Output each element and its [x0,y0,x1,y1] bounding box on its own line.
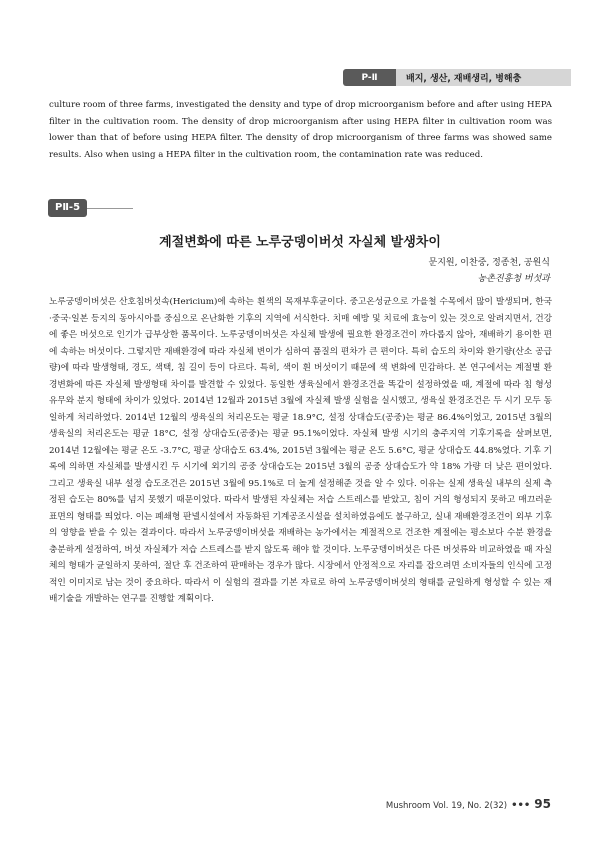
article-body: 노루궁뎅이버섯은 산호침버섯속(Hericium)에 속하는 흰색의 목재부후균이다. 중고온성균으로 가을철 수목에서 많이 발생되며, 한국·중국·일본 등지의 동아시아를 중심으로 온난화한 기후의 지역에 서식한다. 치매 예방 및 치료에 효능이 있는 것으로 알려지면서, 건강에 좋은 버섯으로 인기가 급부상한 품목이다. 노루궁뎅이버섯은 자실체 발생에 필요한 환경조건이 까다롭지 않아, 재배하기 용이한 편에 속하는 버섯이다. 그렇지만 재배환경에 따라 자실체 변이가 심하여 품질의 편차가 큰 편이다. 특히 습도의 차이와 환기량(산소 공급량)에 따라 발생형태, 경도, 색택, 침 길이 등이 다르다. 특히, 색이 흰 버섯이기 때문에 색 변화에 민감하다. 본 연구에서는 계절별 환경변화에 따른 자실체 발생형태 차이를 발견할 수 있었다. 동일한 생육실에서 환경조건을 똑같이 설정하였을 때, 계절에 따라 침 형성 유무와 분지 형태에 차이가 있었다. 2014년 12월과 2015년 3월에 자실체 발생 실험을 실시했고, 생육실 환경조건은 두 시기 모두 동일하게 처리하였다. 2014년 12월의 생육실의 처리온도는 평균 18.9°C, 설정 상대습도(공중)는 평균 86.4%이었고, 2015년 3월의 생육실의 처리온도는 평균 18°C, 설정 상대습도(공중)는 평균 95.1%이었다. 자실체 발생 시기의 충주지역 기후기록을 살펴보면, 2014년 12월에는 평균 온도 -3.7°C, 평균 상대습도 63.4%, 2015년 3월에는 평균 온도 5.6°C, 평균 상대습도 44.8%였다. 기후 기록에 의하면 자실체를 발생시킨 두 시기에 외기의 공중 상대습도는 2015년 3월의 공중 상대습도가 약 18% 가량 더 낮은 편이었다. 그리고 생육실 내부 설정 습도조건은 2015년 3월에 95.1%로 더 높게 설정해준 것을 알 수 있다. 이유는 실제 생육실 내부의 실제 측정된 습도는 80%를 넘지 못했기 때문이었다. 따라서 발생된 자실체는 저습 스트레스를 받았고, 침이 거의 형성되지 못하고 매끄러운 표면의 형태를 띄었다. 이는 폐쇄형 판넬시설에서 자동화된 기계공조시설을 설치하였음에도 불구하고, 실내 재배환경조건이 외부 기후의 영향을 받을 수 있는 결과이다. 따라서 노루궁뎅이버섯을 재배하는 농가에서는 계절적으로 건조한 계절에는 평소보다 수분 환경을 충분하게 설정하여, 버섯 자실체가 저습 스트레스를 받지 않도록 해야 할 것이다. 노루궁뎅이버섯은 다른 버섯류와 비교하였을 때 자실체의 형태가 균일하지 못하여, 절단 후 건조하여 판매하는 경우가 많다. 시장에서 안정적으로 자리를 잡으려면 소비자들의 인식에 고정적인 이미지로 남는 것이 중요하다. 따라서 이 실험의 결과를 기본 자료로 하여 노루궁뎅이버섯의 형태를 균일하게 형성할 수 있는 재배기술을 개발하는 연구를 진행할 계획이다. [49,297,552,604]
section-header-tag [343,69,571,86]
session-category: 배지, 생산, 재배생리, 병해충 [396,69,571,86]
page-footer [386,797,551,811]
article-title: 계절변화에 따른 노루궁뎅이버섯 자실체 발생차이 [159,235,441,250]
journal-name: Mushroom Vol. 19, No. 2(32) [385,801,508,811]
article-authors: 문지원, 이찬중, 정종천, 공원식 [428,258,550,268]
section-badge [48,199,133,217]
article-affiliation: 농촌진흥청 버섯과 [477,274,550,284]
section-number: PⅡ-5 [48,199,87,217]
footer-dots: ••• [511,800,531,811]
section-divider [87,208,133,209]
session-code: P-Ⅱ [343,69,396,86]
page-number: 95 [534,797,551,811]
abstract-continuation: culture room of three farms, investigated the density and type of drop microorganism before and after using HEPA filter in the cultivation room. The density of drop microorganism after using HEPA filter in cultivation room was lower than that of before using HEPA filter. The density of drop microorganism of three farms was showed same results. Also when using a HEPA filter in the cultivation room, the contamination rate was reduced. [49,100,552,160]
